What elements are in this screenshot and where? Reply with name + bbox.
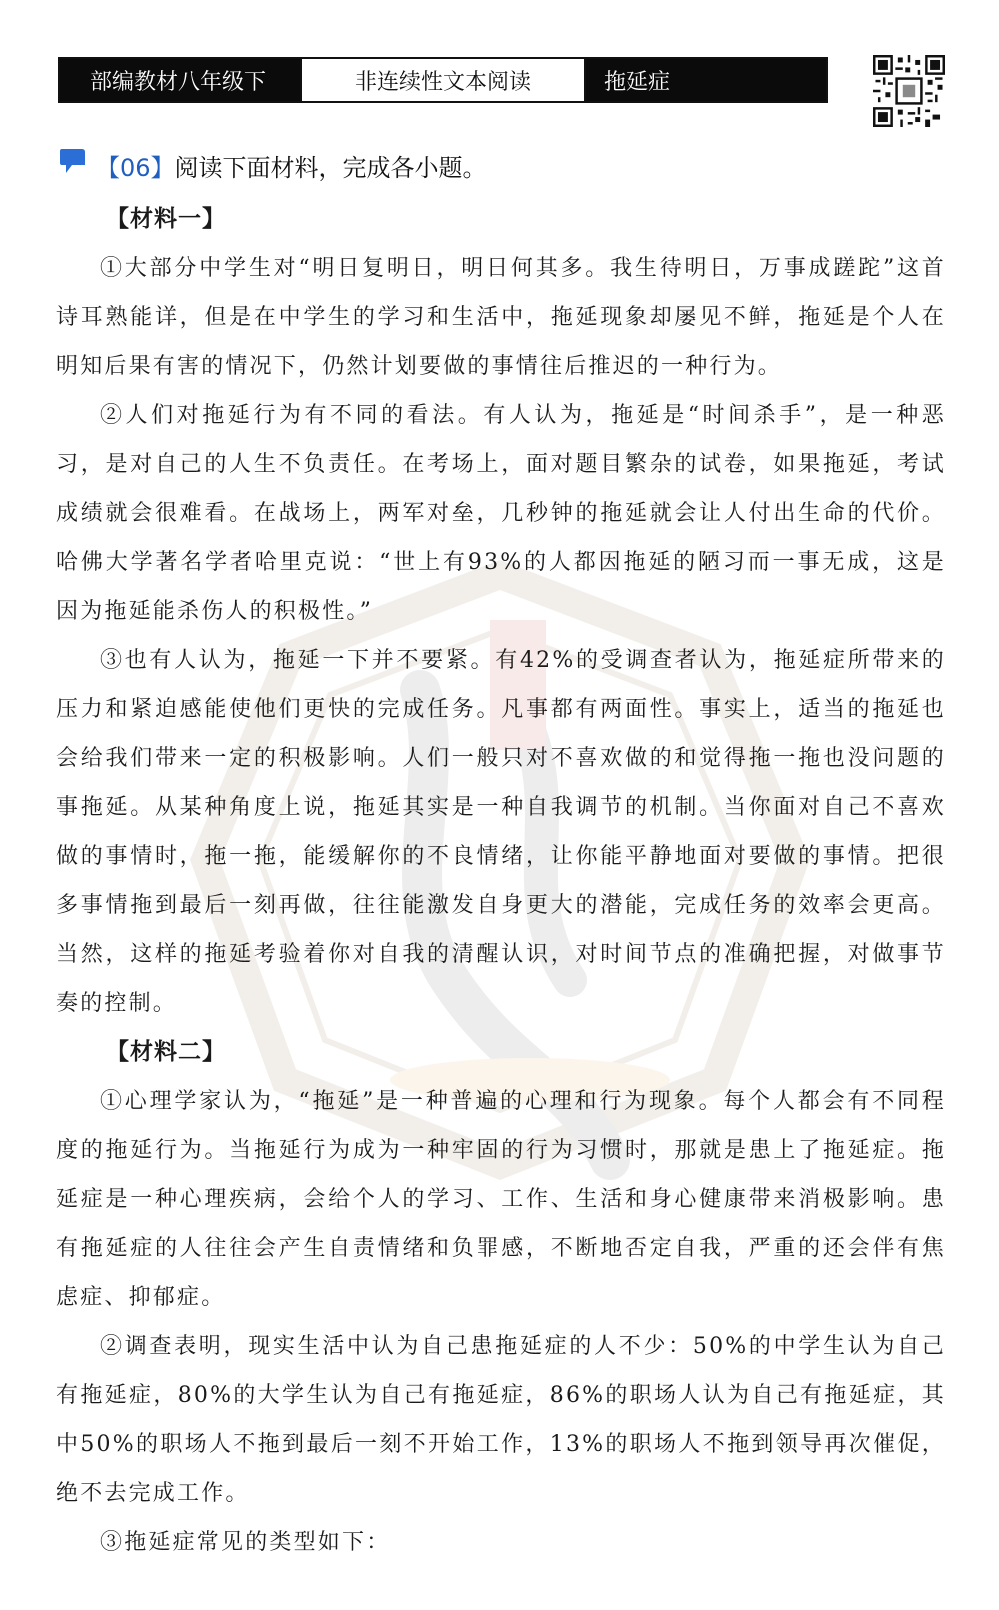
material-one-paragraph-3: ③也有人认为，拖延一下并不要紧。有42%的受调查者认为，拖延症所带来的压力和紧迫感能使他们更快的完成任务。凡事都有两面性。事实上，适当的拖延也会给我们带来一定的积极影响。人们一般只对不喜欢做的和觉得拖一拖也没问题的事拖延。从某种角度上说，拖延其实是一种自我调节的机制。当你面对自己不喜欢做的事情时，拖一拖，能缓解你的不良情绪，让你能平静地面对要做的事情。把很多事情拖到最后一刻再做，往往能激发自身更大的潜能，完成任务的效率会更高。当然，这样的拖延考验着你对自我的清醒认识，对时间节点的准确把握，对做事节奏的控制。 [56, 648, 946, 1016]
bookmark-flag-icon [58, 147, 88, 177]
header-topic: 拖延症 [586, 59, 826, 101]
material-two-paragraph-1: ①心理学家认为，“拖延”是一种普遍的心理和行为现象。每个人都会有不同程度的拖延行为。当拖延行为成为一种牢固的行为习惯时，那就是患上了拖延症。拖延症是一种心理疾病，会给个人的学习、工作、生活和身心健康带来消极影响。患有拖延症的人往往会产生自责情绪和负罪感，不断地否定自我，严重的还会伴有焦虑症、抑郁症。 [56, 1089, 946, 1310]
material-two-paragraph-2: ②调查表明，现实生活中认为自己患拖延症的人不少：50%的中学生认为自己有拖延症，80%的大学生认为自己有拖延症，86%的职场人认为自己有拖延症，其中50%的职场人不拖到最后一刻不开始工作，13%的职场人不拖到领导再次催促，绝不去完成工作。 [56, 1334, 946, 1506]
material-one-paragraph-1: ①大部分中学生对“明日复明日，明日何其多。我生待明日，万事成蹉跎”这首诗耳熟能详，但是在中学生的学习和生活中，拖延现象却屡见不鲜，拖延是个人在明知后果有害的情况下，仍然计划要做的事情往后推迟的一种行为。 [56, 256, 946, 379]
question-instruction [58, 148, 487, 183]
question-number: 【06】 [96, 154, 175, 182]
header-grade: 部编教材八年级下 [60, 59, 300, 101]
material-one-paragraph-2: ②人们对拖延行为有不同的看法。有人认为，拖延是“时间杀手”，是一种恶习，是对自己的人生不负责任。在考场上，面对题目繁杂的试卷，如果拖延，考试成绩就会很难看。在战场上，两军对垒，几秒钟的拖延就会让人付出生命的代价。哈佛大学著名学者哈里克说：“世上有93%的人都因拖延的陋习而一事无成，这是因为拖延能杀伤人的积极性。” [56, 403, 946, 624]
reading-material [56, 195, 946, 1567]
material-two-title: 【材料二】 [106, 1039, 226, 1065]
material-one-title: 【材料一】 [106, 206, 226, 232]
document-header [58, 57, 828, 103]
question-prompt: 阅读下面材料，完成各小题。 [174, 154, 487, 182]
material-two-paragraph-3: ③拖延症常见的类型如下： [100, 1530, 391, 1555]
header-category: 非连续性文本阅读 [300, 59, 586, 101]
qr-code-icon [873, 55, 945, 127]
